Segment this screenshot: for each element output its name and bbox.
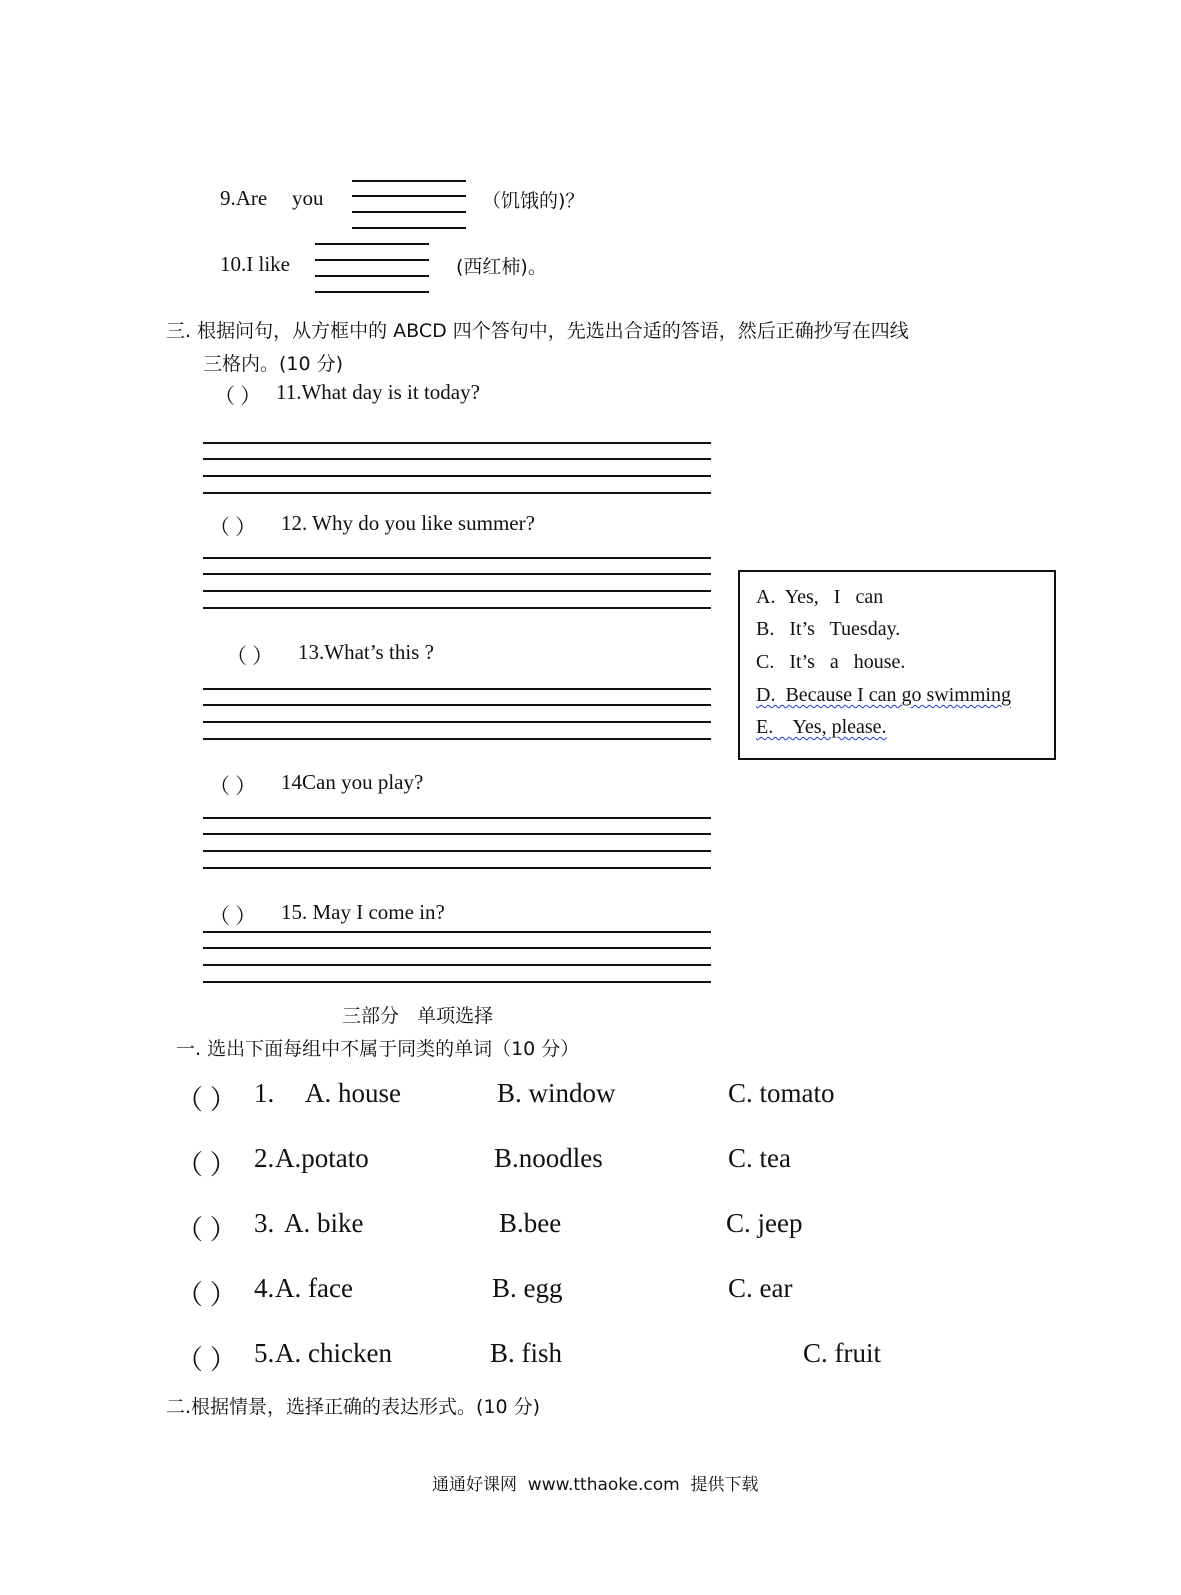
odd-item-4-option-b: B. egg xyxy=(492,1273,563,1303)
odd-item-1-option-c: C. tomato xyxy=(728,1078,835,1108)
q11-text: 11.What day is it today? xyxy=(276,380,480,404)
answer-option-b: B. It’s Tuesday. xyxy=(756,618,901,640)
answer-option-e: E. Yes, please. xyxy=(756,716,887,738)
section3-title-line2: 三格内。(10 分) xyxy=(203,353,344,375)
odd-item-2-number: 2. xyxy=(254,1143,275,1173)
odd-item-1-paren[interactable]: （ ） xyxy=(176,1085,237,1115)
odd-item-3-option-a: A. bike xyxy=(284,1208,364,1238)
odd-one-out-title: 一. 选出下面每组中不属于同类的单词（10 分） xyxy=(176,1038,580,1060)
odd-item-1-option-a: A. house xyxy=(305,1078,401,1108)
odd-item-1-option-b: B. window xyxy=(497,1078,616,1108)
odd-item-2-option-a: A.potato xyxy=(275,1143,369,1173)
section2-title: 二.根据情景，选择正确的表达形式。(10 分) xyxy=(166,1396,541,1418)
section3-title-line1: 三. 根据问句，从方框中的 ABCD 四个答句中，先选出合适的答语，然后正确抄写在四线 xyxy=(166,320,909,342)
q9-number: 9.Are xyxy=(220,186,268,210)
odd-item-2-option-b: B.noodles xyxy=(494,1143,603,1173)
answer-option-c: C. It’s a house. xyxy=(756,651,906,673)
q12-paren[interactable]: （ ） xyxy=(209,515,257,539)
answer-option-a: A. Yes, I can xyxy=(756,586,884,608)
odd-item-3-option-b: B.bee xyxy=(499,1208,562,1238)
odd-item-5-paren[interactable]: （ ） xyxy=(176,1345,237,1375)
q9-word: you xyxy=(292,186,324,210)
odd-item-4-option-a: A. face xyxy=(275,1273,353,1303)
odd-item-1-number: 1. xyxy=(254,1078,275,1108)
part3-title: 三部分 单项选择 xyxy=(342,1005,494,1027)
q10-number: 10.I like xyxy=(220,252,290,276)
odd-item-5-option-b: B. fish xyxy=(490,1338,563,1368)
odd-item-4-paren[interactable]: （ ） xyxy=(176,1280,237,1310)
q13-text: 13.What’s this ? xyxy=(298,640,434,664)
q12-text: 12. Why do you like summer? xyxy=(281,511,535,535)
odd-item-2-option-c: C. tea xyxy=(728,1143,791,1173)
q13-paren[interactable]: （ ） xyxy=(226,644,274,668)
answer-options-box xyxy=(738,570,1056,760)
odd-item-5-option-c: C. fruit xyxy=(803,1338,881,1368)
q11-paren[interactable]: （ ） xyxy=(214,384,262,408)
footer-text: 通通好课网 www.tthaoke.com 提供下载 xyxy=(432,1475,759,1495)
odd-item-3-number: 3. xyxy=(254,1208,275,1238)
q10-hint: (西红柿)。 xyxy=(456,256,547,278)
odd-item-4-option-c: C. ear xyxy=(728,1273,793,1303)
odd-item-4-number: 4. xyxy=(254,1273,275,1303)
odd-item-5-option-a: A. chicken xyxy=(275,1338,392,1368)
q14-text: 14Can you play? xyxy=(281,770,424,794)
answer-option-d: D. Because I can go swimming xyxy=(756,684,1011,706)
odd-item-2-paren[interactable]: （ ） xyxy=(176,1150,237,1180)
q14-paren[interactable]: （ ） xyxy=(209,774,257,798)
q15-text: 15. May I come in? xyxy=(281,900,445,924)
odd-item-3-option-c: C. jeep xyxy=(726,1208,803,1238)
odd-item-5-number: 5. xyxy=(254,1338,275,1368)
odd-item-3-paren[interactable]: （ ） xyxy=(176,1215,237,1245)
q15-paren[interactable]: （ ） xyxy=(209,904,257,928)
q9-hint: （饥饿的)？ xyxy=(482,190,585,212)
